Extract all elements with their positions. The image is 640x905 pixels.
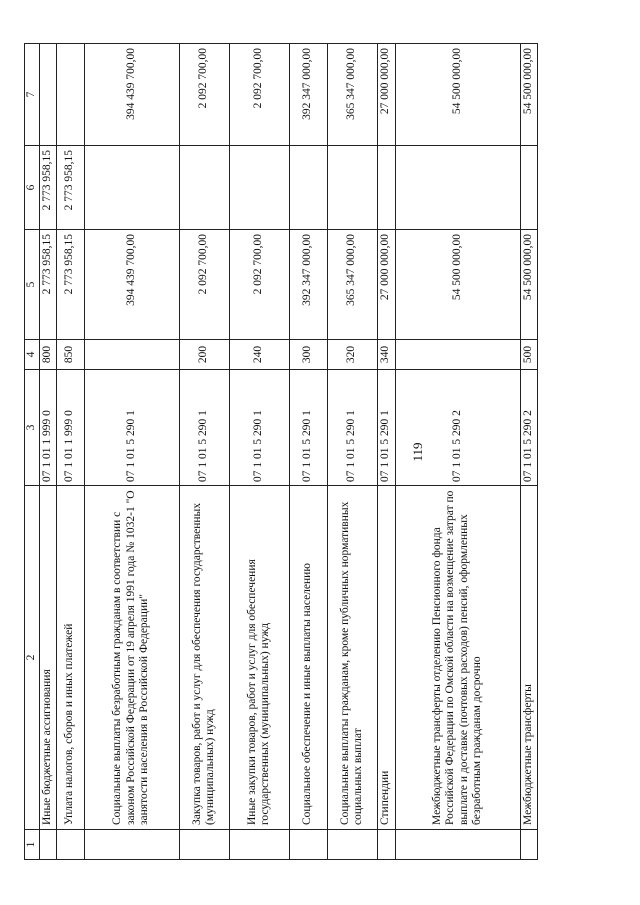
row-name: Стипендии [377,486,395,830]
row-index [179,830,229,860]
row-vr: 300 [289,340,327,370]
row-sum7: 394 439 700,00 [84,44,179,146]
header-cell: 4 [25,340,40,370]
row-sum7: 365 347 000,00 [327,44,377,146]
row-sum6 [179,146,229,230]
table-row [84,44,179,860]
row-sum5: 2 092 700,00 [229,230,289,340]
page-number: 119 [410,442,425,462]
row-sum6: 2 773 958,15 [40,146,57,230]
header-cell: 5 [25,230,40,340]
row-sum6 [327,146,377,230]
row-index [229,830,289,860]
row-sum7 [56,44,84,146]
row-vr [84,340,179,370]
budget-table-sheet [24,44,616,860]
row-code: 07 1 01 5 290 1 [377,370,395,486]
row-sum5: 2 773 958,15 [40,230,57,340]
row-vr: 240 [229,340,289,370]
row-sum6 [84,146,179,230]
row-name: Иные бюджетные ассигнования [40,486,57,830]
row-index [377,830,395,860]
table-row [229,44,289,860]
row-vr: 200 [179,340,229,370]
row-name: Социальное обеспечение и иные выплаты населению [289,486,327,830]
row-sum5: 54 500 000,00 [520,230,537,340]
row-code: 07 1 01 5 290 1 [327,370,377,486]
row-sum5: 2 773 958,15 [56,230,84,340]
row-sum7: 2 092 700,00 [229,44,289,146]
row-code: 07 1 01 5 290 1 [179,370,229,486]
row-sum6: 2 773 958,15 [56,146,84,230]
table-row [56,44,84,860]
row-vr: 800 [40,340,57,370]
table-row [179,44,229,860]
header-cell: 6 [25,146,40,230]
row-vr [395,340,520,370]
table-row [40,44,57,860]
row-sum5: 2 092 700,00 [179,230,229,340]
header-cell: 3 [25,370,40,486]
row-code: 07 1 01 5 290 2 [520,370,537,486]
row-index [327,830,377,860]
table-row [395,44,520,860]
row-vr: 340 [377,340,395,370]
row-sum5: 365 347 000,00 [327,230,377,340]
row-sum5: 394 439 700,00 [84,230,179,340]
row-index [520,830,537,860]
row-code: 07 1 01 5 290 1 [229,370,289,486]
row-sum7: 27 000 000,00 [377,44,395,146]
row-sum7: 54 500 000,00 [520,44,537,146]
row-sum5: 392 347 000,00 [289,230,327,340]
row-sum5: 27 000 000,00 [377,230,395,340]
row-name: Межбюджетные трансферты отделению Пенсионного фонда Российской Федерации по Омской области на возмещение затрат по выплате и доставке (почтовых расходов) пенсий, оформленных безработным гражданам досрочно [395,486,520,830]
row-sum6 [229,146,289,230]
table-row [520,44,537,860]
row-code: 07 1 01 5 290 2 [395,370,520,486]
row-index [289,830,327,860]
row-name: Социальные выплаты безработным гражданам в соответствии с законом Российской Федерации от 19 апреля 1991 года № 1032-1 "О занятости населения в Российской Федерации" [84,486,179,830]
header-cell: 1 [25,830,40,860]
budget-table [24,43,538,860]
row-name: Закупка товаров, работ и услуг для обеспечения государственных (муниципальных) нужд [179,486,229,830]
row-name: Уплата налогов, сборов и иных платежей [56,486,84,830]
row-sum7: 54 500 000,00 [395,44,520,146]
row-sum6 [377,146,395,230]
row-vr: 850 [56,340,84,370]
row-index [84,830,179,860]
row-vr: 320 [327,340,377,370]
row-sum5: 54 500 000,00 [395,230,520,340]
table-row [377,44,395,860]
row-code: 07 1 01 5 290 1 [84,370,179,486]
row-name: Межбюджетные трансферты [520,486,537,830]
row-sum6 [520,146,537,230]
row-name: Социальные выплаты гражданам, кроме публичных нормативных социальных выплат [327,486,377,830]
row-name: Иные закупки товаров, работ и услуг для обеспечения государственных (муниципальных) нужд [229,486,289,830]
row-sum6 [395,146,520,230]
row-index [395,830,520,860]
row-sum7: 2 092 700,00 [179,44,229,146]
row-index [40,830,57,860]
header-cell: 7 [25,44,40,146]
row-sum7: 392 347 000,00 [289,44,327,146]
row-code: 07 1 01 1 999 0 [40,370,57,486]
row-code: 07 1 01 5 290 1 [289,370,327,486]
row-code: 07 1 01 1 999 0 [56,370,84,486]
row-vr: 500 [520,340,537,370]
table-row [327,44,377,860]
header-row [25,44,40,860]
table-row [289,44,327,860]
row-index [56,830,84,860]
row-sum7 [40,44,57,146]
header-cell: 2 [25,486,40,830]
row-sum6 [289,146,327,230]
